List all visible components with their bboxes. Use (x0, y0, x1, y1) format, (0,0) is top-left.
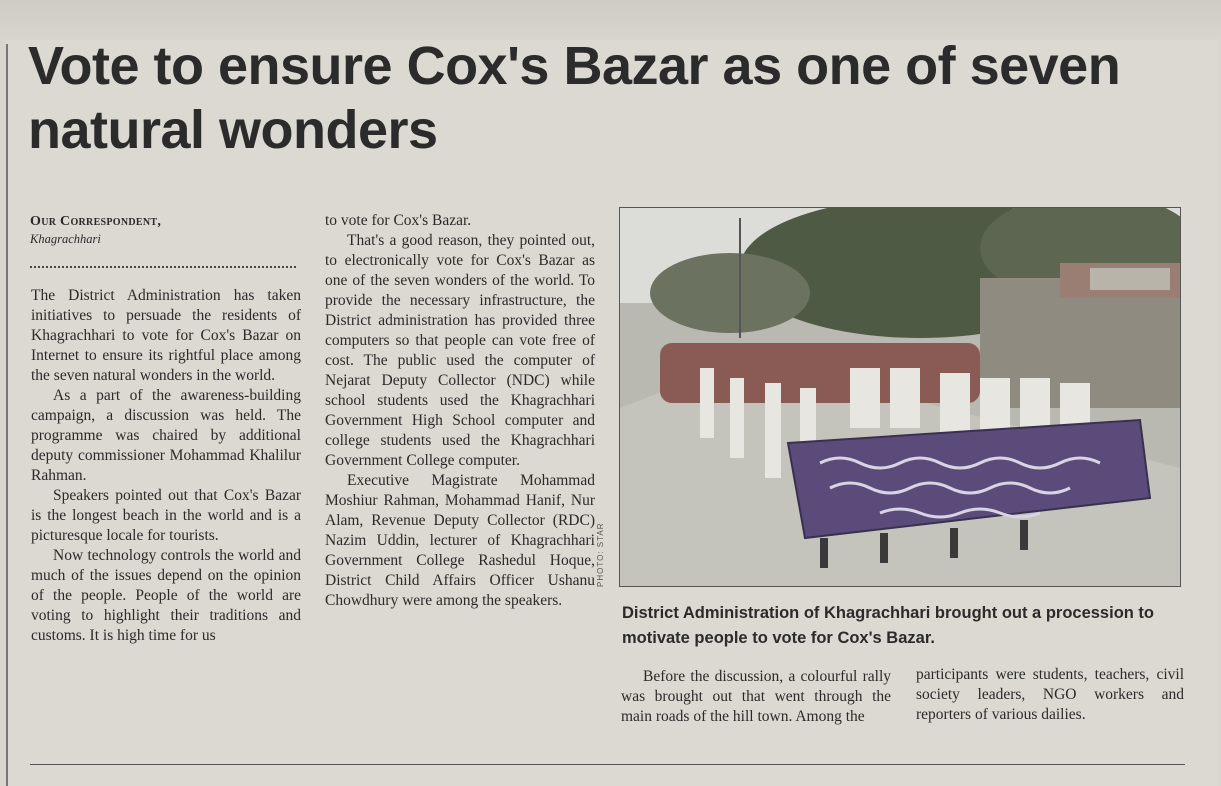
paragraph: The District Administration has taken initiatives to persuade the residents of Khagrachhari to vote for Cox's Bazar on Internet to ensure its rightful place among the seven natural wonders in the world. (31, 287, 301, 384)
bottom-rule (30, 764, 1185, 765)
paragraph: As a part of the awareness-building campaign, a discussion was held. The programme was chaired by additional deputy commissioner Mohammad Khalilur Rahman. (31, 387, 301, 484)
dateline-location: Khagrachhari (30, 232, 101, 246)
byline (30, 214, 300, 247)
paragraph: Executive Magistrate Mohammad Moshiur Rahman, Mohammad Hanif, Nur Alam, Revenue Deputy Collector (RDC) Nazim Uddin, lecturer of Khagrachhari Government College Rashedul Hoque, District Child Affairs Officer Ushanu Chowdhury were among the speakers. (325, 472, 595, 609)
headline: Vote to ensure Cox's Bazar as one of seven natural wonders (28, 36, 1121, 160)
paragraph: That's a good reason, they pointed out, to electronically vote for Cox's Bazar as one of the seven wonders of the world. To provide the necessary infrastructure, the District administration has provided three computers so that people can vote free of cost. The public used the computer of Nejarat Deputy Collector (NDC) while school students used the Khagrachhari Government High School computer and college students used the Khagrachhari Government College computer. (325, 232, 595, 469)
article-column-4: participants were students, teachers, civil society leaders, NGO workers and reporters of various dailies. (916, 666, 1184, 723)
paragraph: Speakers pointed out that Cox's Bazar is the longest beach in the world and is a picturesque locale for tourists. (31, 487, 301, 544)
article-column-1 (31, 286, 301, 646)
paragraph: Now technology controls the world and much of the issues depend on the opinion of the people. People of the world are voting to highlight their traditions and customs. It is high time for us (31, 547, 301, 644)
article-column-2 (325, 211, 595, 611)
procession-photo-illustration (620, 208, 1180, 586)
paragraph: to vote for Cox's Bazar. (325, 212, 472, 229)
byline-divider (30, 266, 296, 268)
correspondent: Our Correspondent, (30, 214, 162, 229)
procession-photo (619, 207, 1181, 587)
column-rule-left (6, 44, 8, 786)
article-column-3: Before the discussion, a colourful rally was brought out that went through the main roads of the hill town. Among the (621, 668, 891, 725)
photo-caption: District Administration of Khagrachhari brought out a procession to motivate people to vote for Cox's Bazar. (622, 604, 1155, 647)
photo-credit: PHOTO: STAR (596, 522, 605, 587)
